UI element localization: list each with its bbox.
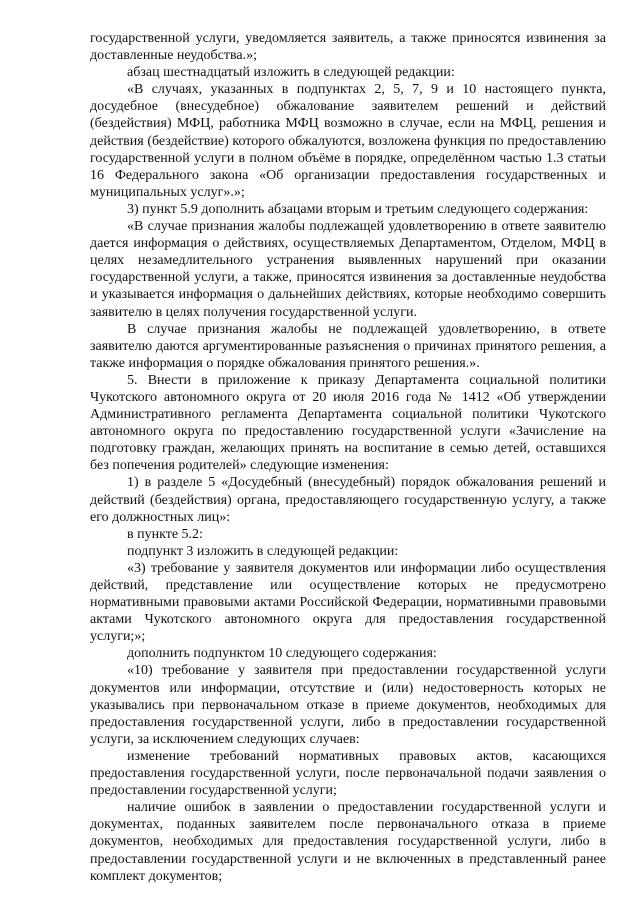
paragraph: В случае признания жалобы не подлежащей удовлетворению, в ответе заявителю даются аргументированные разъяснения о причинах принятого решения, а также информация о порядке обжалования принятого решения.». — [90, 321, 606, 371]
paragraph: 5. Внести в приложение к приказу Департамента социальной политики Чукотского автономного округа от 20 июля 2016 года № 1412 «Об утверждении Административного регламента Департамента социальной политики Чукотского автономного округа по предоставлению государственной услуги «Зачисление на подготовку граждан, желающих принять на воспитание в семью детей, оставшихся без попечения родителей» следующие изменения: — [90, 372, 606, 474]
paragraph: подпункт 3 изложить в следующей редакции: — [127, 543, 399, 559]
paragraph: «10) требование у заявителя при предоставлении государственной услуги документов или информации, отсутствие и (или) недостоверность которых не указывались при первоначальном отказе в приеме документов, необходимых для предоставления государственной услуги, либо в предоставлении государственной услуги, за исключением следующих случаев: — [90, 663, 606, 747]
paragraph: государственной услуги, уведомляется заявитель, а также приносятся извинения за доставленные неудобства.»; — [90, 31, 606, 64]
paragraph: дополнить подпунктом 10 следующего содержания: — [127, 646, 437, 662]
paragraph: «В случаях, указанных в подпунктах 2, 5, 7, 9 и 10 настоящего пункта, досудебное (внесудебное) обжалование заявителем решений и действий (бездействия) МФЦ, работника МФЦ возможно в случае, если на МФЦ, решения и действия (бездействие) которого обжалуются, возложена функция по предоставлению государственной услуги в полном объёме в порядке, определённом частью 1.3 статьи 16 Федерального закона «Об организации предоставления государственных и муниципальных услуг».»; — [90, 82, 606, 200]
paragraph: 3) пункт 5.9 дополнить абзацами вторым и третьим следующего содержания: — [127, 201, 589, 217]
paragraph: «В случае признания жалобы подлежащей удовлетворению в ответе заявителю дается информация о действиях, осуществляемых Департаментом, Отделом, МФЦ в целях незамедлительного устранения выявленных нарушений при оказании государственной услуги, а также, приносятся извинения за доставленные неудобства и указывается информация о дальнейших действиях, которые необходимо совершить заявителю в целях получения государственной услуги. — [90, 219, 606, 320]
paragraph: абзац шестнадцатый изложить в следующей редакции: — [127, 65, 455, 81]
document-page — [90, 30, 606, 885]
paragraph: «3) требование у заявителя документов или информации либо осуществления действий, представление или осуществление которых не предусмотрено нормативными правовыми актами Российской Федерации, нормативными правовыми актами Чукотского автономного округа для предоставления государственной услуги;»; — [90, 560, 606, 645]
paragraph: 1) в разделе 5 «Досудебный (внесудебный) порядок обжалования решений и действий (бездействия) органа, предоставляющего государственную услугу, а также его должностных лиц»: — [90, 475, 606, 525]
paragraph: наличие ошибок в заявлении о предоставлении государственной услуги и документах, поданных заявителем после первоначального отказа в приеме документов, необходимых для предоставления государственной услуги, либо в предоставлении государственной услуги и не включенных в представленный ранее комплект документов; — [90, 800, 606, 884]
paragraph: изменение требований нормативных правовых актов, касающихся предоставления государственной услуги, после первоначальной подачи заявления о предоставлении государственной услуги; — [90, 748, 606, 799]
paragraph: в пункте 5.2: — [127, 526, 203, 542]
